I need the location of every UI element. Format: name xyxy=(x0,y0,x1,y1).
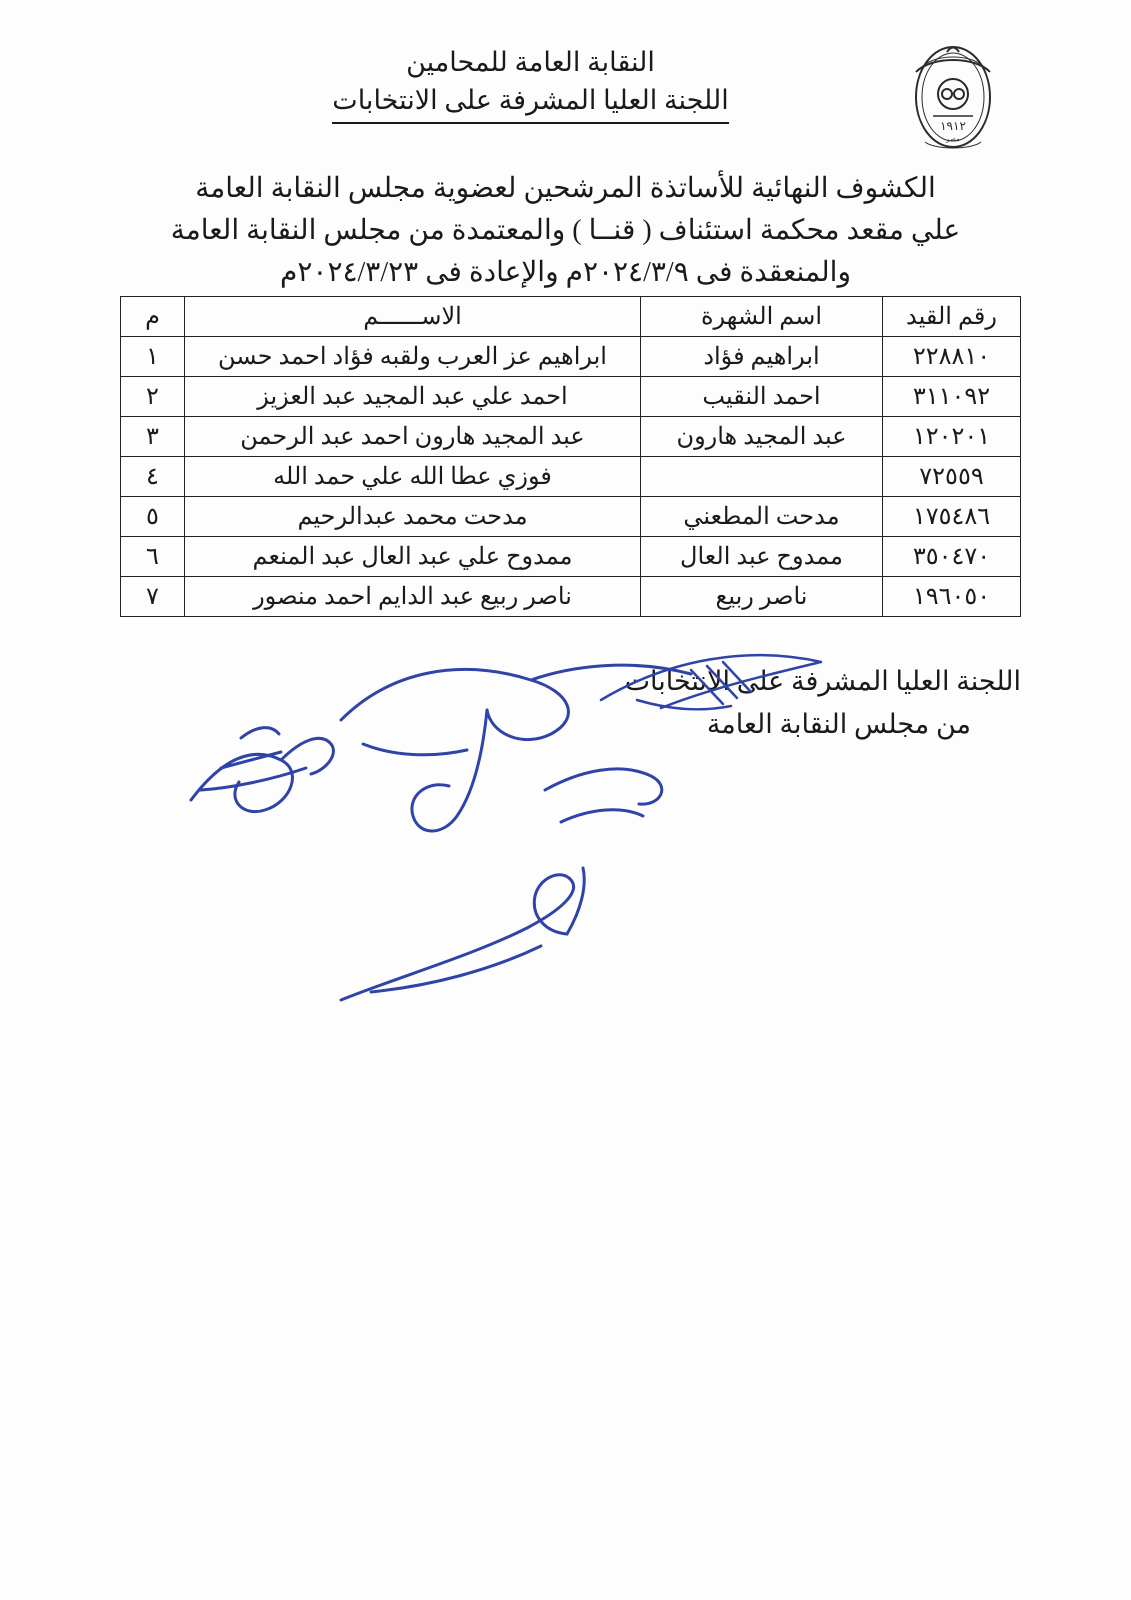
cell-name: مدحت محمد عبدالرحيم xyxy=(185,497,641,537)
signature-one xyxy=(191,728,333,812)
cell-registration: ٧٢٥٥٩ xyxy=(883,457,1021,497)
table-header-row xyxy=(121,297,1021,337)
cell-index: ٦ xyxy=(121,537,185,577)
title-line-2: علي مقعد محكمة استئناف ( قنــا ) والمعتمدة من مجلس النقابة العامة xyxy=(170,215,961,246)
title-line-3: والمنعقدة فى ٢٠٢٤/٣/٩م والإعادة فى ٢٠٢٤/٣/٢٣م xyxy=(280,257,851,288)
cell-index: ٤ xyxy=(121,457,185,497)
cell-index: ٧ xyxy=(121,577,185,617)
cell-registration: ٣٥٠٤٧٠ xyxy=(883,537,1021,577)
cell-name: فوزي عطا الله علي حمد الله xyxy=(185,457,641,497)
table-row xyxy=(121,377,1021,417)
cell-registration: ٢٢٨٨١٠ xyxy=(883,337,1021,377)
committee-name: اللجنة العليا المشرفة على الانتخابات xyxy=(332,80,728,124)
cell-registration: ٣١١٠٩٢ xyxy=(883,377,1021,417)
cell-index: ٥ xyxy=(121,497,185,537)
cell-fame-name: احمد النقيب xyxy=(641,377,883,417)
title-line-1: الكشوف النهائية للأساتذة المرشحين لعضوية مجلس النقابة العامة xyxy=(195,173,936,204)
cell-name: ابراهيم عز العرب ولقبه فؤاد احمد حسن xyxy=(185,337,641,377)
cell-index: ٢ xyxy=(121,377,185,417)
cell-fame-name: مدحت المطعني xyxy=(641,497,883,537)
cell-name: عبد المجيد هارون احمد عبد الرحمن xyxy=(185,417,641,457)
footer-line-2: من مجلس النقابة العامة xyxy=(706,709,971,740)
table-row xyxy=(121,497,1021,537)
footer-signature-block xyxy=(625,660,1021,746)
logo-year: ١٩١٢ xyxy=(940,119,966,133)
table-row xyxy=(121,337,1021,377)
signature-three xyxy=(341,868,584,1000)
column-header-name: الاســــــم xyxy=(185,297,641,337)
cell-registration: ١٢٠٢٠١ xyxy=(883,417,1021,457)
cell-name: احمد علي عبد المجيد عبد العزيز xyxy=(185,377,641,417)
column-header-index: م xyxy=(121,297,185,337)
column-header-registration: رقم القيد xyxy=(883,297,1021,337)
document-title xyxy=(0,168,1131,294)
table-row xyxy=(121,457,1021,497)
header-text-block xyxy=(0,44,1131,124)
table-row xyxy=(121,537,1021,577)
candidates-table-container xyxy=(121,296,1021,617)
cell-fame-name: ناصر ربيع xyxy=(641,577,883,617)
cell-index: ٣ xyxy=(121,417,185,457)
cell-index: ١ xyxy=(121,337,185,377)
organization-name: النقابة العامة للمحامين xyxy=(406,47,655,77)
document-header xyxy=(0,38,1131,158)
cell-fame-name: عبد المجيد هارون xyxy=(641,417,883,457)
cell-name: ممدوح علي عبد العال عبد المنعم xyxy=(185,537,641,577)
cell-fame-name: ابراهيم فؤاد xyxy=(641,337,883,377)
cell-fame-name: ممدوح عبد العال xyxy=(641,537,883,577)
logo-subtitle: مصر xyxy=(946,135,960,143)
table-row xyxy=(121,577,1021,617)
column-header-fame-name: اسم الشهرة xyxy=(641,297,883,337)
cell-name: ناصر ربيع عبد الدايم احمد منصور xyxy=(185,577,641,617)
cell-registration: ١٩٦٠٥٠ xyxy=(883,577,1021,617)
cell-fame-name xyxy=(641,457,883,497)
footer-line-1: اللجنة العليا المشرفة على الانتخابات xyxy=(624,666,1021,696)
candidates-table xyxy=(120,296,1021,617)
table-row xyxy=(121,417,1021,457)
cell-registration: ١٧٥٤٨٦ xyxy=(883,497,1021,537)
